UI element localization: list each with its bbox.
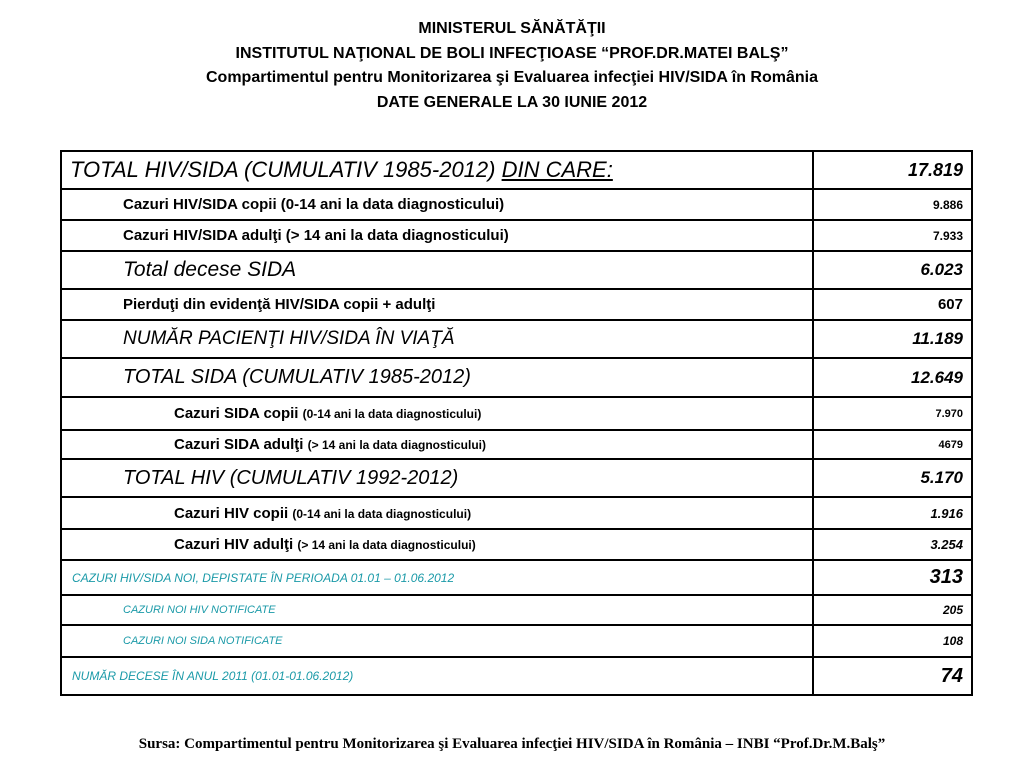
table-row xyxy=(61,497,972,529)
table-row xyxy=(61,289,972,320)
ministry-title: MINISTERUL SĂNĂTĂŢII xyxy=(418,20,606,37)
total-hiv-label: TOTAL HIV (CUMULATIV 1992-2012) xyxy=(61,459,813,497)
statistics-table xyxy=(60,150,973,696)
noi-sida-label: CAZURI NOI SIDA NOTIFICATE xyxy=(61,625,813,657)
table-row xyxy=(61,220,972,251)
sida-copii-value: 7.970 xyxy=(813,397,972,430)
hiv-copii-value: 1.916 xyxy=(813,497,972,529)
report-date-title: DATE GENERALE LA 30 IUNIE 2012 xyxy=(376,93,648,111)
table-row xyxy=(61,625,972,657)
noi-hiv-value: 205 xyxy=(813,595,972,625)
total-hiv-value: 5.170 xyxy=(813,459,972,497)
decese-2011-label: NUMĂR DECESE ÎN ANUL 2011 (01.01-01.06.2012) xyxy=(61,657,813,695)
sida-adulti-value: 4679 xyxy=(813,430,972,459)
table-row xyxy=(61,251,972,289)
pierduti-value: 607 xyxy=(813,289,972,320)
table-row xyxy=(61,320,972,358)
pierduti-label: Pierduţi din evidenţă HIV/SIDA copii + adulţi xyxy=(61,289,813,320)
document-header xyxy=(0,17,1024,115)
hiv-adulti-label: Cazuri HIV adulţi (> 14 ani la data diagnosticului) xyxy=(61,529,813,560)
table-row xyxy=(61,459,972,497)
pacienti-in-viata-label: NUMĂR PACIENŢI HIV/SIDA ÎN VIAŢĂ xyxy=(61,320,813,358)
department-title: Compartimentul pentru Monitorizarea şi Evaluarea infecţiei HIV/SIDA în România xyxy=(206,69,818,86)
total-value: 17.819 xyxy=(813,151,972,189)
source-footnote: Sursa: Compartimentul pentru Monitorizarea şi Evaluarea infecţiei HIV/SIDA în România – INBI “Prof.Dr.M.Balş” xyxy=(138,736,886,752)
table-row xyxy=(61,657,972,695)
pacienti-in-viata-value: 11.189 xyxy=(813,320,972,358)
table-row xyxy=(61,151,972,189)
table-row xyxy=(61,529,972,560)
din-care-label: DIN CARE: xyxy=(501,157,613,182)
noi-depistate-value: 313 xyxy=(813,560,972,595)
table-row xyxy=(61,560,972,595)
hiv-sida-copii-label: Cazuri HIV/SIDA copii (0-14 ani la data diagnosticului) xyxy=(61,189,813,220)
total-decese-value: 6.023 xyxy=(813,251,972,289)
table-row xyxy=(61,430,972,459)
total-label: TOTAL HIV/SIDA (CUMULATIV 1985-2012) DIN CARE: xyxy=(61,151,813,189)
noi-depistate-label: CAZURI HIV/SIDA NOI, DEPISTATE ÎN PERIOADA 01.01 – 01.06.2012 xyxy=(61,560,813,595)
decese-2011-value: 74 xyxy=(813,657,972,695)
sida-adulti-label: Cazuri SIDA adulţi (> 14 ani la data diagnosticului) xyxy=(61,430,813,459)
hiv-copii-label: Cazuri HIV copii (0-14 ani la data diagnosticului) xyxy=(61,497,813,529)
total-sida-value: 12.649 xyxy=(813,358,972,397)
total-decese-label: Total decese SIDA xyxy=(61,251,813,289)
table-row xyxy=(61,358,972,397)
noi-hiv-label: CAZURI NOI HIV NOTIFICATE xyxy=(61,595,813,625)
hiv-sida-adulti-label: Cazuri HIV/SIDA adulţi (> 14 ani la data diagnosticului) xyxy=(61,220,813,251)
table-row xyxy=(61,397,972,430)
hiv-sida-copii-value: 9.886 xyxy=(813,189,972,220)
institute-title: INSTITUTUL NAŢIONAL DE BOLI INFECŢIOASE “PROF.DR.MATEI BALŞ” xyxy=(235,44,789,62)
table-row xyxy=(61,595,972,625)
sida-copii-label: Cazuri SIDA copii (0-14 ani la data diagnosticului) xyxy=(61,397,813,430)
noi-sida-value: 108 xyxy=(813,625,972,657)
table-row xyxy=(61,189,972,220)
hiv-adulti-value: 3.254 xyxy=(813,529,972,560)
total-sida-label: TOTAL SIDA (CUMULATIV 1985-2012) xyxy=(61,358,813,397)
hiv-sida-adulti-value: 7.933 xyxy=(813,220,972,251)
